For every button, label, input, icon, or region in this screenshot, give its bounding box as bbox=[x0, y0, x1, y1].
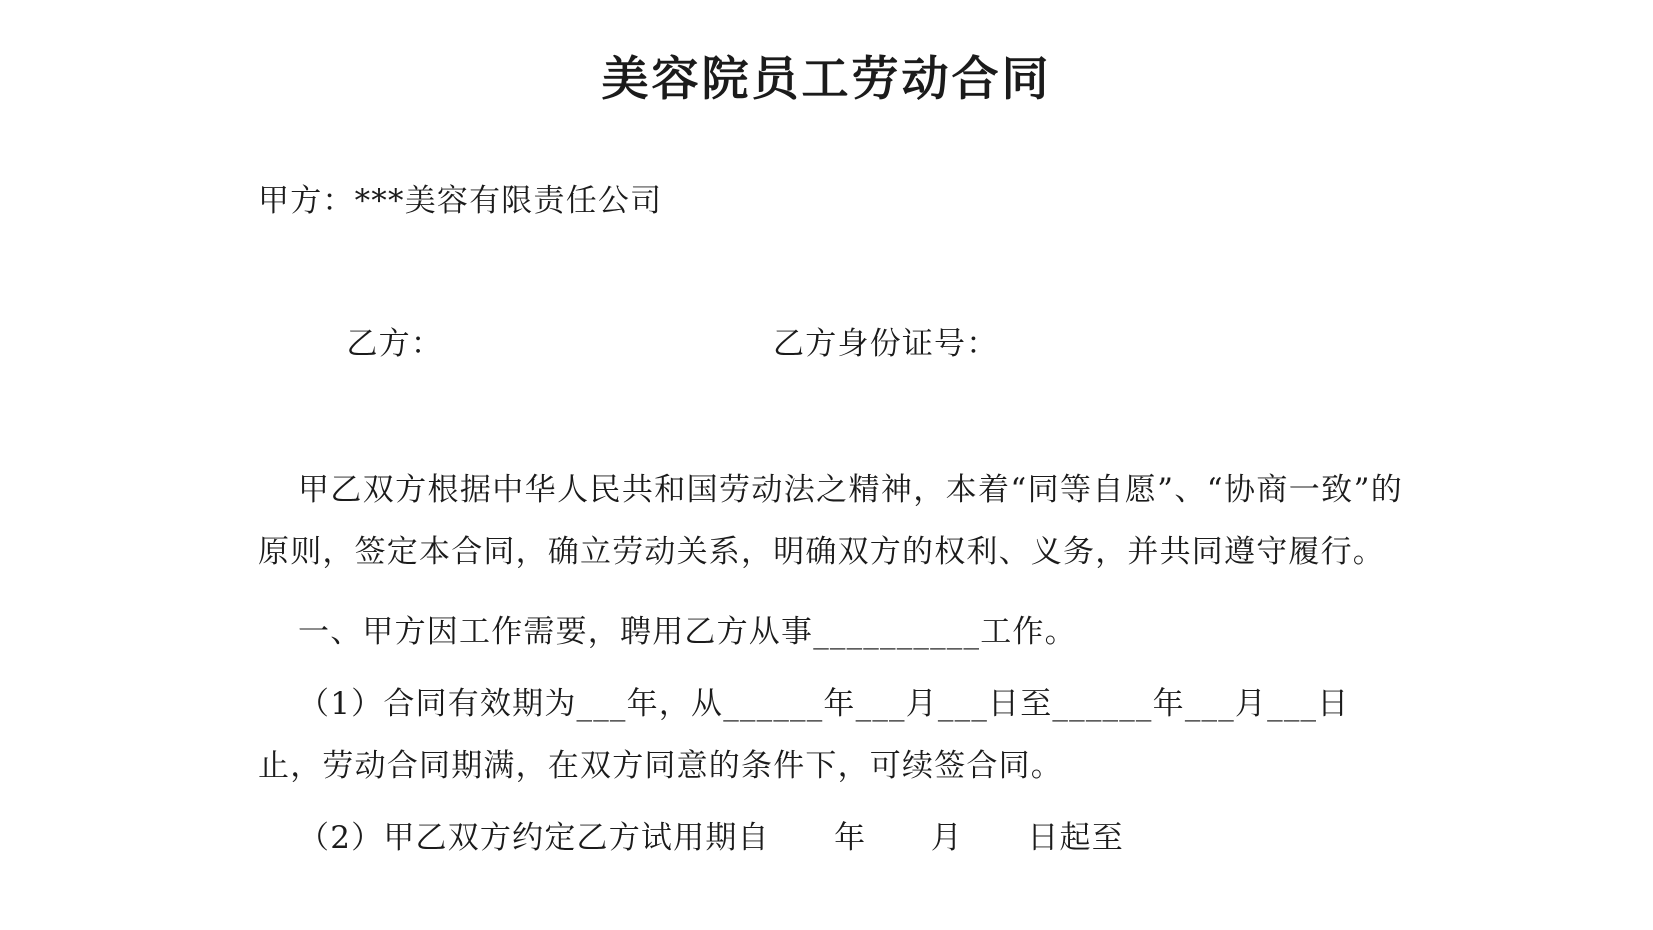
party-b-row bbox=[258, 269, 1403, 420]
party-a-line: 甲方：***美容有限责任公司 bbox=[258, 183, 663, 220]
clause-one-item-1: （1）合同有效期为___年，从______年___月___日至______年___月___日止，劳动合同期满，在双方同意的条件下，可续签合同。 bbox=[258, 686, 1350, 785]
clause-one-item-2: （2）甲乙双方约定乙方试用期自 年 月 日起至 bbox=[298, 820, 1124, 857]
document-content bbox=[0, 176, 1653, 869]
party-b-id-label: 乙方身份证号： bbox=[773, 325, 999, 362]
preamble-paragraph: 甲乙双方根据中华人民共和国劳动法之精神，本着“同等自愿”、“协商一致”的原则，签定本合同，确立劳动关系，明确双方的权利、义务，并共同遵守履行。 bbox=[258, 472, 1403, 571]
page-title: 美容院员工劳动合同 bbox=[601, 52, 1052, 107]
clause-one: 一、甲方因工作需要，聘用乙方从事__________工作。 bbox=[298, 614, 1077, 651]
party-b-label: 乙方： bbox=[346, 325, 444, 362]
